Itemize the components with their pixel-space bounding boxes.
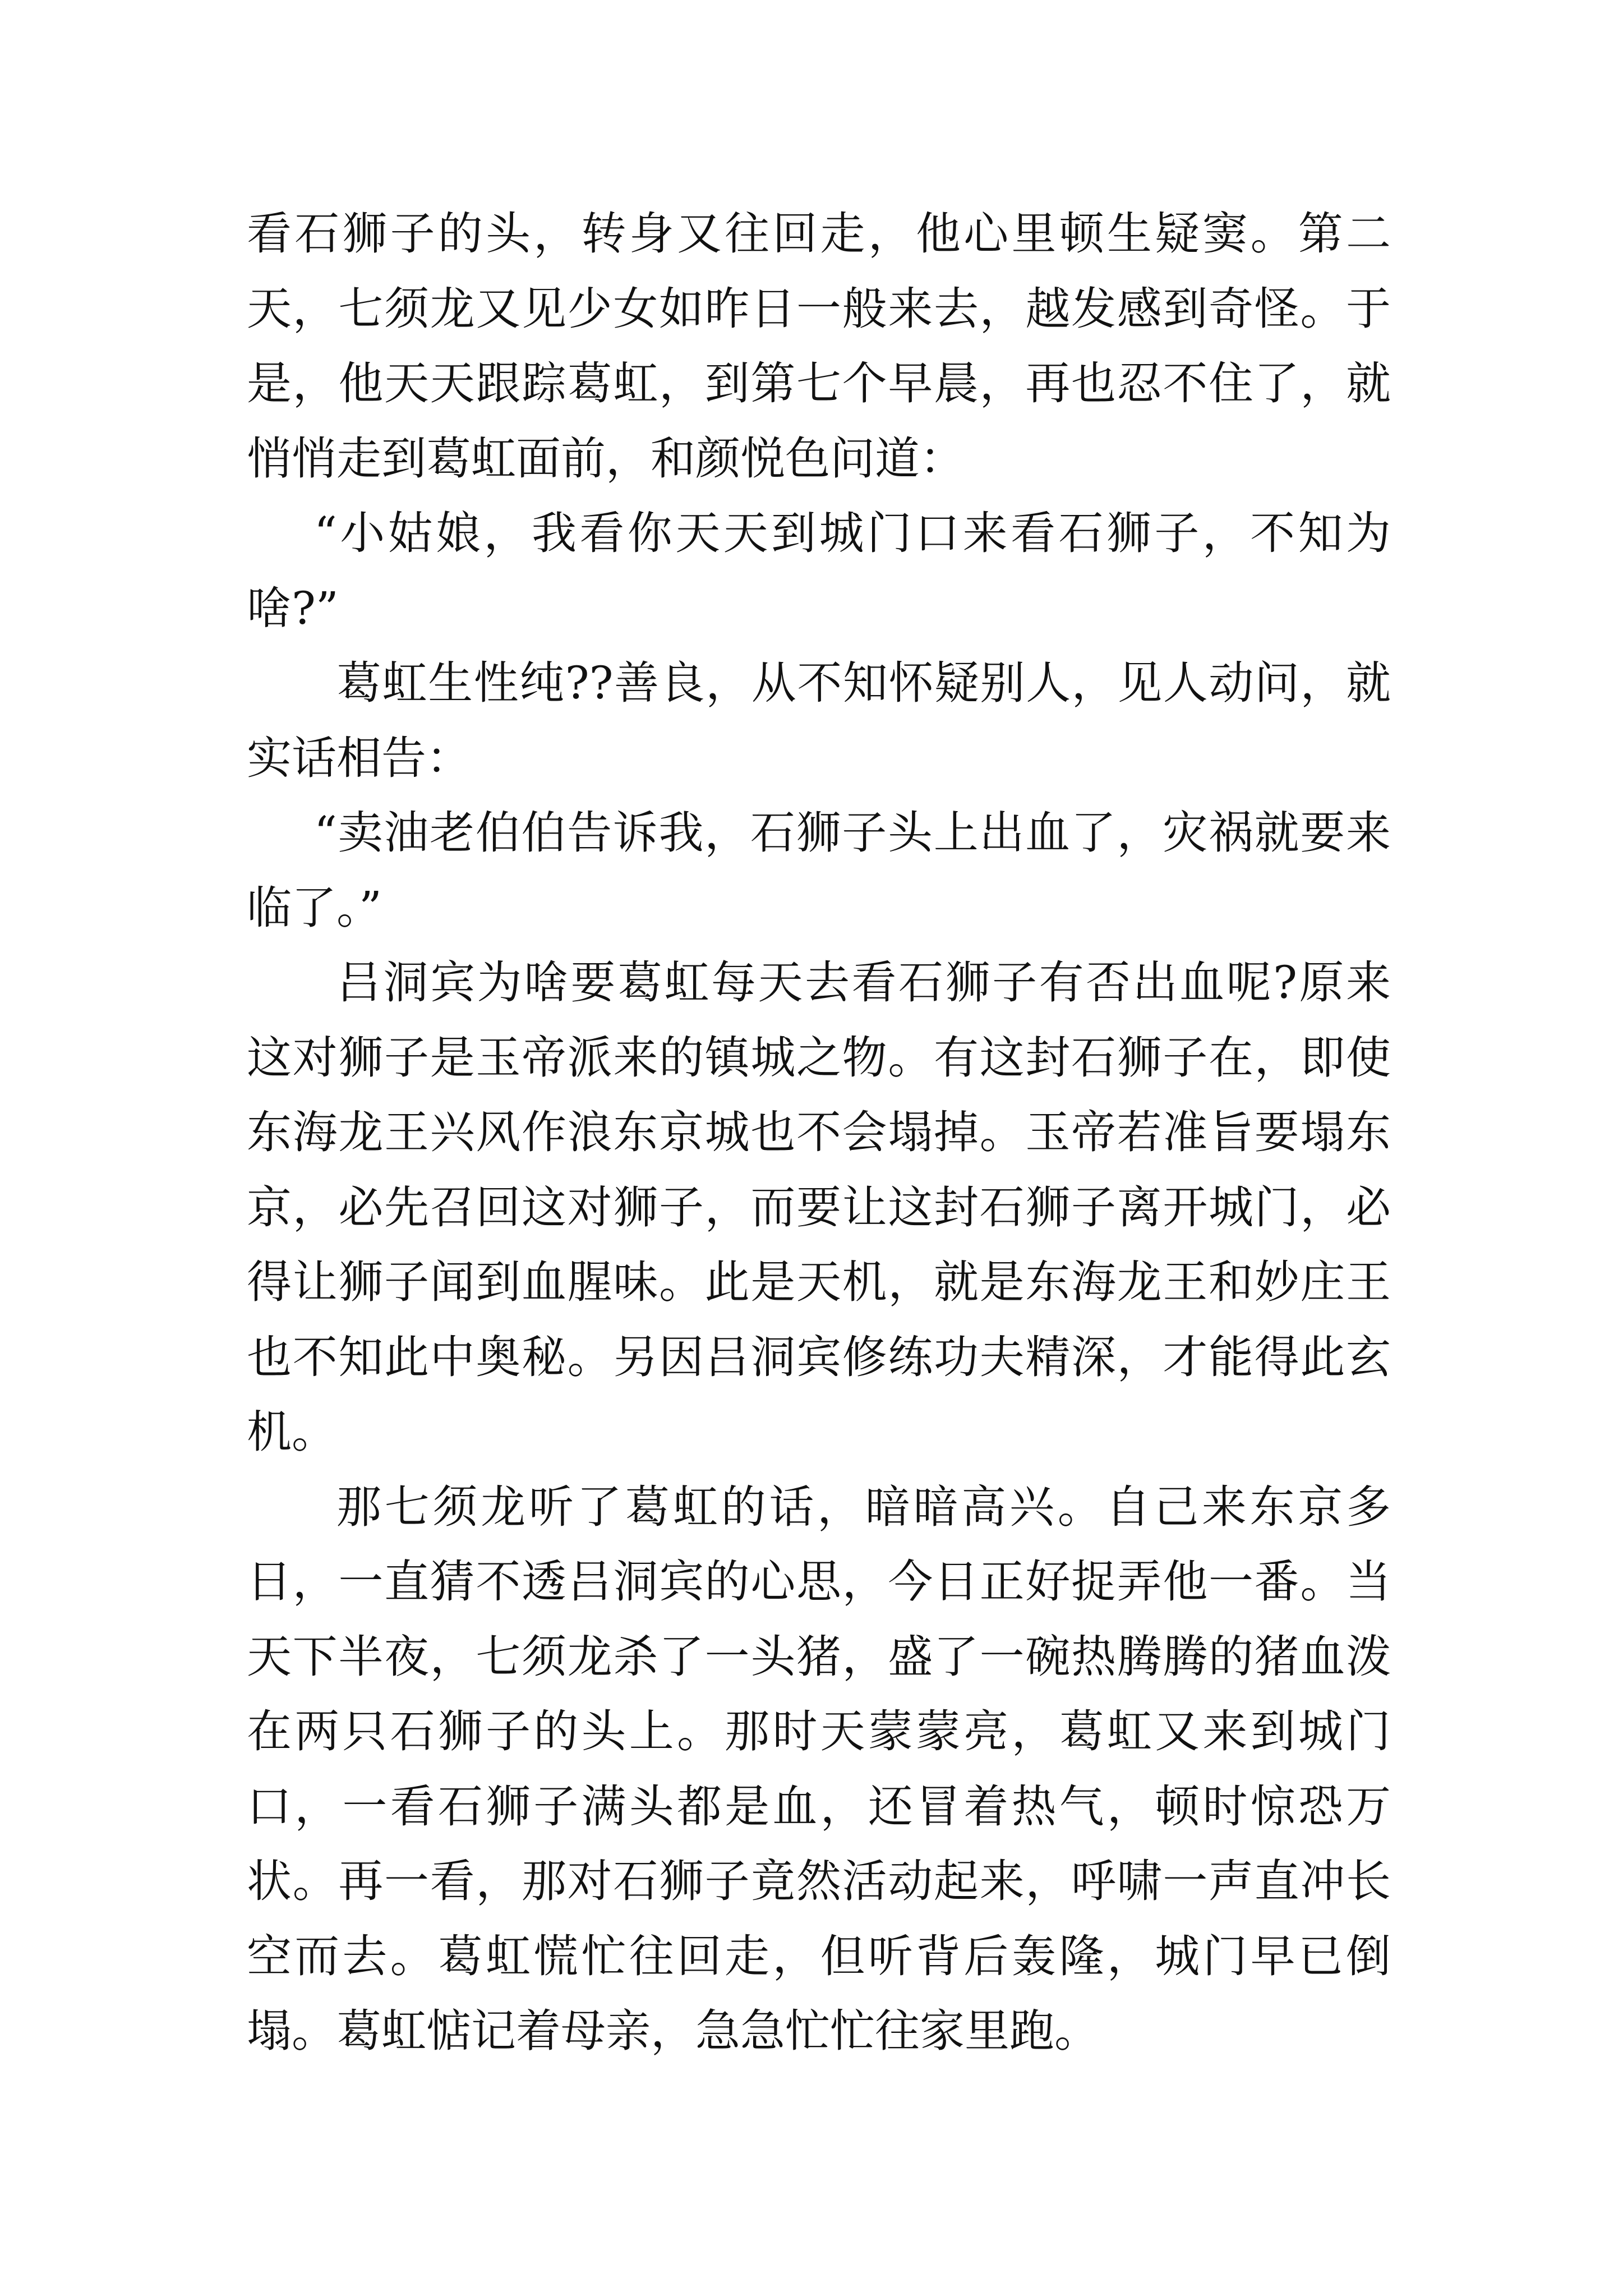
paragraph-dialogue-answer: “卖油老伯伯告诉我，石狮子头上出血了，灾祸就要来临了。” xyxy=(247,807,1391,934)
paragraph-dialogue-question: “小姑娘，我看你天天到城门口来看石狮子，不知为啥?” xyxy=(247,507,1391,634)
body-text xyxy=(247,196,1391,2069)
paragraph-explanation: 吕洞宾为啥要葛虹每天去看石狮子有否出血呢?原来这对狮子是玉帝派来的镇城之物。有这封石狮子在，即使东海龙王兴风作浪东京城也不会塌掉。玉帝若准旨要塌东京，必先召回这对狮子，而要让这封石狮子离开城门，必得让狮子闻到血腥味。此是天机，就是东海龙王和妙庄王也不知此中奥秘。另因吕洞宾修练功夫精深，才能得此玄机。 xyxy=(247,956,1391,1458)
paragraph-continuation: 看石狮子的头，转身又往回走，他心里顿生疑窦。第二天，七须龙又见少女如昨日一般来去，越发感到奇怪。于是，他天天跟踪葛虹，到第七个早晨，再也忍不住了，就悄悄走到葛虹面前，和颜悦色问道： xyxy=(247,208,1391,485)
paragraph-climax: 那七须龙听了葛虹的话，暗暗高兴。自己来东京多日，一直猜不透吕洞宾的心思，今日正好捉弄他一番。当天下半夜，七须龙杀了一头猪，盛了一碗热腾腾的猪血泼在两只石狮子的头上。那时天蒙蒙亮，葛虹又来到城门口，一看石狮子满头都是血，还冒着热气，顿时惊恐万状。再一看，那对石狮子竟然活动起来，呼啸一声直冲长空而去。葛虹慌忙往回走，但听背后轰隆，城门早已倒塌。葛虹惦记着母亲，急急忙忙往家里跑。 xyxy=(247,1480,1391,2057)
paragraph-gehong-reply-intro: 葛虹生性纯??善良，从不知怀疑别人，见人动问，就实话相告： xyxy=(247,657,1391,784)
